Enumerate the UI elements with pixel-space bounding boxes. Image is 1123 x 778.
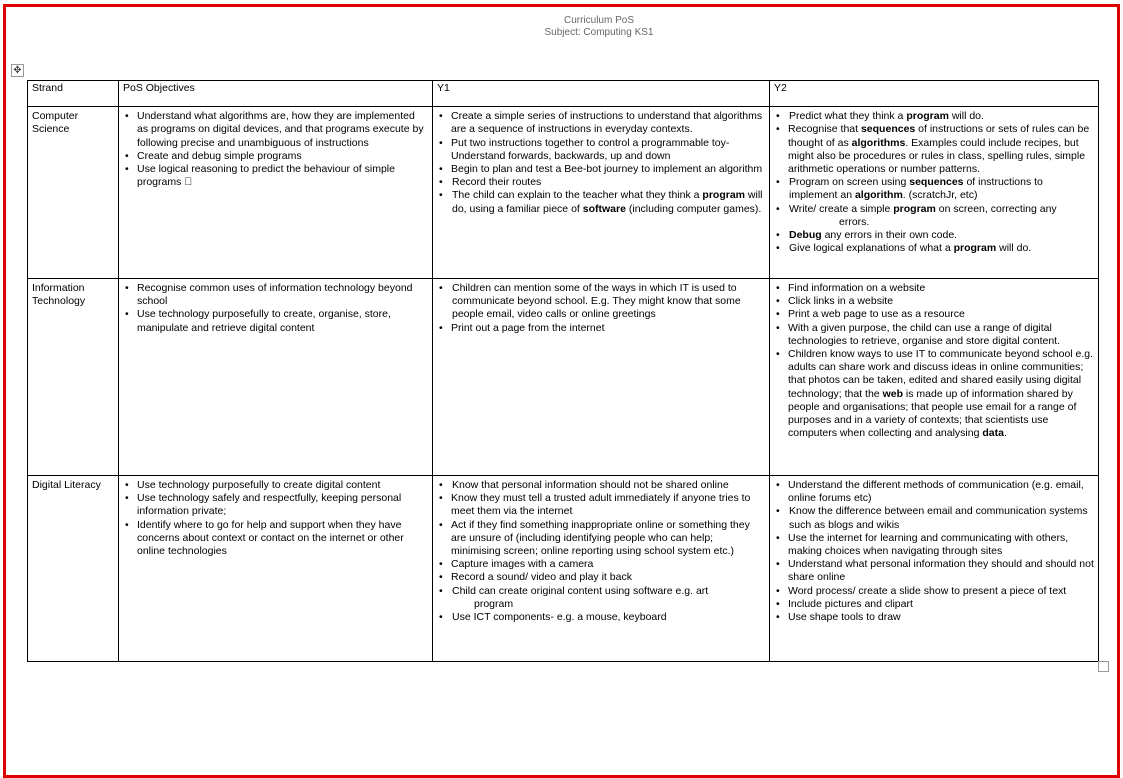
list-item: • Word process/ create a slide show to present a piece of text <box>784 585 1094 598</box>
list-item: • Record their routes <box>447 176 765 189</box>
list-item <box>447 189 765 215</box>
list-item: • Put two instructions together to control a programmable toy- Understand forwards, backwards, up and down <box>447 137 765 163</box>
list-item: • Know the difference between email and communication systems such as blogs and wikis <box>784 505 1094 531</box>
keyword-algorithm: algorithm <box>854 189 903 202</box>
list-item: • Use shape tools to draw <box>784 611 1094 624</box>
text-run: . <box>1003 427 1007 440</box>
text-run: The child can explain to the teacher what they think a <box>452 189 700 202</box>
text-run: errors. <box>839 215 870 228</box>
text-run: of instructions to implement an <box>789 176 1043 202</box>
text-run: Child can create original content using software e.g. art <box>452 584 709 597</box>
list-item <box>784 110 1094 123</box>
keyword-sequences: sequences <box>860 123 916 136</box>
list-item: • Begin to plan and test a Bee-bot journey to implement an algorithm <box>447 163 765 176</box>
strand-cell <box>28 279 119 476</box>
table-row-computer-science <box>28 107 1099 279</box>
y2-list <box>774 479 1094 624</box>
text-run: any errors in their own code. <box>824 228 958 241</box>
y1-list <box>437 110 765 216</box>
list-item: • Use technology purposefully to create digital content <box>133 479 428 492</box>
y1-cell <box>433 107 770 279</box>
list-item: • Create a simple series of instructions to understand that algorithms are a sequence of instructions in everyday contexts. <box>447 110 765 136</box>
y1-cell <box>433 476 770 662</box>
list-item: • Understand what personal information they should and should not share online <box>784 558 1094 584</box>
pos-list <box>123 282 428 335</box>
list-item: • Use technology purposefully to create, organise, store, manipulate and retrieve digital content <box>133 308 428 334</box>
keyword-web: web <box>882 387 903 400</box>
text-run: will do. <box>951 110 984 123</box>
list-item: • With a given purpose, the child can use a range of digital technologies to retrieve, organise and store digital content. <box>784 322 1094 348</box>
list-item <box>784 203 1094 229</box>
text-run: program <box>474 597 514 610</box>
strand-label: Computer Science <box>32 110 79 136</box>
text-run: will do. <box>999 242 1032 255</box>
list-item: • Understand the different methods of communication (e.g. email, online forums etc) <box>784 479 1094 505</box>
pos-cell <box>119 107 433 279</box>
text-run: is made up of information shared by people and organisations; that people use email for a range of purposes and in a variety of contexts; that scientists use computers when collecting and analysing <box>788 387 1077 440</box>
list-item <box>784 176 1094 202</box>
keyword-program: program <box>893 202 936 215</box>
list-item <box>784 123 1094 176</box>
text-run: . Examples could include recipes, but might also be procedures or rules in class, spelling rules, simple arithmetic operations or number patterns. <box>788 136 1086 175</box>
y2-list <box>774 282 1094 440</box>
strand-label: Digital Literacy <box>32 479 101 492</box>
pos-cell <box>119 476 433 662</box>
list-item: • Print a web page to use as a resource <box>784 308 1094 321</box>
list-item: • Capture images with a camera <box>447 558 765 571</box>
list-item: • Act if they find something inappropriate online or something they are unsure of (including identifying people who can help; minimising screen; online reporting using school system etc.) <box>447 519 765 559</box>
list-item: • Understand what algorithms are, how they are implemented as programs on digital devices, and that programs execute by following precise and unambiguous of instructions <box>133 110 428 150</box>
y2-cell <box>770 107 1099 279</box>
keyword-debug: Debug <box>789 228 822 241</box>
y1-cell <box>433 279 770 476</box>
pos-list <box>123 479 428 558</box>
y2-list <box>774 110 1094 255</box>
text-run: will do, using a familiar piece of <box>452 189 763 215</box>
list-item: • Record a sound/ video and play it back <box>447 571 765 584</box>
text-run: (including computer games). <box>628 202 762 215</box>
keyword-program: program <box>906 110 949 123</box>
list-item: • Use technology safely and respectfully, keeping personal information private; <box>133 492 428 518</box>
pos-table <box>27 80 1099 662</box>
list-item: • Use ICT components- e.g. a mouse, keyboard <box>447 611 765 624</box>
text-run: Give logical explanations of what a <box>789 242 951 255</box>
list-item: • Print out a page from the internet <box>447 322 765 335</box>
list-item: • Children can mention some of the ways in which IT is used to communicate beyond school. E.g. They might know that some people email, video calls or online greetings <box>447 282 765 322</box>
y2-cell <box>770 279 1099 476</box>
column-header-pos: PoS Objectives <box>119 81 433 107</box>
list-item: • Find information on a website <box>784 282 1094 295</box>
list-item: • Identify where to go for help and support when they have concerns about context or contact on the internet or other online technologies <box>133 519 428 559</box>
text-run: of instructions or sets of rules can be thought of as <box>788 123 1090 149</box>
strand-cell <box>28 107 119 279</box>
y1-list <box>437 479 765 624</box>
list-item <box>447 585 765 611</box>
column-header-y1: Y1 <box>433 81 770 107</box>
list-item: • Know they must tell a trusted adult immediately if anyone tries to meet them via the internet <box>447 492 765 518</box>
column-header-y2: Y2 <box>770 81 1099 107</box>
header-title: Curriculum PoS <box>563 15 635 26</box>
text-run: . (scratchJr, etc) <box>902 189 978 202</box>
list-item: • Include pictures and clipart <box>784 598 1094 611</box>
column-header-strand: Strand <box>28 81 119 107</box>
list-item <box>784 348 1094 440</box>
text-run: Write/ create a simple <box>789 202 891 215</box>
table-row-digital-literacy <box>28 476 1099 662</box>
pos-list <box>123 110 428 189</box>
keyword-algorithms: algorithms <box>851 136 906 149</box>
list-item: • Use logical reasoning to predict the behaviour of simple programs <box>133 163 428 189</box>
keyword-program: program <box>953 242 997 255</box>
header-subject: Subject: Computing KS1 <box>544 27 654 38</box>
text-run: Predict what they think a <box>789 110 904 123</box>
list-item <box>784 242 1094 255</box>
list-item: • Use the internet for learning and communicating with others, making choices when navigating through sites <box>784 532 1094 558</box>
y1-list <box>437 282 765 335</box>
y2-cell <box>770 476 1099 662</box>
list-item <box>784 229 1094 242</box>
table-move-handle-icon[interactable]: ✥ <box>11 64 24 77</box>
page-header <box>0 15 1123 39</box>
table-header-row <box>28 81 1099 107</box>
text-run: Recognise that <box>788 123 859 136</box>
text-run: on screen, correcting any <box>938 202 1057 215</box>
keyword-sequences: sequences <box>909 176 964 189</box>
table-resize-handle-icon[interactable] <box>1098 661 1109 672</box>
list-item: • Recognise common uses of information technology beyond school <box>133 282 428 308</box>
strand-label: Information Technology <box>32 282 86 308</box>
keyword-software: software <box>582 202 626 215</box>
keyword-data: data <box>982 427 1004 440</box>
list-item: • Know that personal information should not be shared online <box>447 479 765 492</box>
text-run: Program on screen using <box>789 176 907 189</box>
text-run: Children know ways to use IT to communicate beyond school e.g. adults can share work and discuss ideas in online communities; that photos can be taken, edited and shared easily using digital technology; that the <box>788 348 1094 400</box>
list-item: • Create and debug simple programs <box>133 150 428 163</box>
strand-cell <box>28 476 119 662</box>
table-row-information-technology <box>28 279 1099 476</box>
list-item: • Click links in a website <box>784 295 1094 308</box>
keyword-program: program <box>702 189 745 202</box>
pos-cell <box>119 279 433 476</box>
